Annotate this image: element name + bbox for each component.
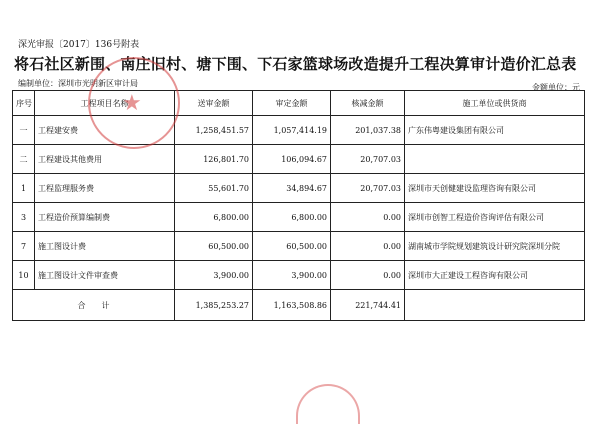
header-project-name: 工程项目名称 — [35, 91, 175, 116]
total-approved: 1,163,508.86 — [253, 290, 331, 321]
table-total-row — [13, 290, 585, 321]
cell-approved: 60,500.00 — [253, 232, 331, 261]
cell-contractor: 广东伟粤建设集团有限公司 — [405, 116, 585, 145]
cell-approved: 6,800.00 — [253, 203, 331, 232]
table-row — [13, 261, 585, 290]
cell-contractor: 深圳市创智工程造价咨询评估有限公司 — [405, 203, 585, 232]
cell-reduced: 0.00 — [331, 261, 405, 290]
total-label: 合 计 — [13, 290, 175, 321]
cell-submitted: 3,900.00 — [175, 261, 253, 290]
header-reduced-amount: 核减金额 — [331, 91, 405, 116]
seal-star-icon: ★ — [122, 91, 142, 116]
total-contractor-empty — [405, 290, 585, 321]
cell-submitted: 60,500.00 — [175, 232, 253, 261]
cell-index: 3 — [13, 203, 35, 232]
cell-index: 一 — [13, 116, 35, 145]
compiler-label: 编制单位：深圳市光明新区审计局 — [18, 79, 138, 88]
table-row — [13, 145, 585, 174]
cell-contractor — [405, 145, 585, 174]
cell-contractor: 湖南城市学院规划建筑设计研究院深圳分院 — [405, 232, 585, 261]
amount-unit-label: 金额单位：元 — [532, 83, 580, 92]
table-row — [13, 174, 585, 203]
cell-approved: 1,057,414.19 — [253, 116, 331, 145]
cell-project-name: 施工图设计文件审查费 — [35, 261, 175, 290]
header-contractor: 施工单位或供货商 — [405, 91, 585, 116]
cell-index: 10 — [13, 261, 35, 290]
cell-project-name: 工程建安费 — [35, 116, 175, 145]
table-row — [13, 232, 585, 261]
document-title: 将石社区新围、南庄旧村、塘下围、下石家篮球场改造提升工程决算审计造价汇总表 — [14, 55, 577, 73]
cell-contractor: 深圳市大正建设工程咨询有限公司 — [405, 261, 585, 290]
table-row — [13, 203, 585, 232]
cell-index: 1 — [13, 174, 35, 203]
partial-seal-stamp — [296, 384, 360, 424]
cell-reduced: 0.00 — [331, 203, 405, 232]
cell-submitted: 1,258,451.57 — [175, 116, 253, 145]
cell-submitted: 55,601.70 — [175, 174, 253, 203]
official-seal-stamp — [88, 57, 180, 149]
document-reference-number: 深光审报〔2017〕136号附表 — [18, 40, 140, 50]
cell-project-name: 施工图设计费 — [35, 232, 175, 261]
cell-reduced: 20,707.03 — [331, 174, 405, 203]
cell-project-name: 工程造价预算编制费 — [35, 203, 175, 232]
cell-submitted: 126,801.70 — [175, 145, 253, 174]
cell-reduced: 0.00 — [331, 232, 405, 261]
total-reduced: 221,744.41 — [331, 290, 405, 321]
cell-approved: 34,894.67 — [253, 174, 331, 203]
header-submitted-amount: 送审金额 — [175, 91, 253, 116]
cell-index: 二 — [13, 145, 35, 174]
cell-contractor: 深圳市天创健建设监理咨询有限公司 — [405, 174, 585, 203]
cell-index: 7 — [13, 232, 35, 261]
header-approved-amount: 审定金额 — [253, 91, 331, 116]
cell-reduced: 20,707.03 — [331, 145, 405, 174]
total-submitted: 1,385,253.27 — [175, 290, 253, 321]
cell-submitted: 6,800.00 — [175, 203, 253, 232]
cell-project-name: 工程监理服务费 — [35, 174, 175, 203]
cell-approved: 106,094.67 — [253, 145, 331, 174]
header-index: 序号 — [13, 91, 35, 116]
cell-approved: 3,900.00 — [253, 261, 331, 290]
cell-project-name: 工程建设其他费用 — [35, 145, 175, 174]
cell-reduced: 201,037.38 — [331, 116, 405, 145]
